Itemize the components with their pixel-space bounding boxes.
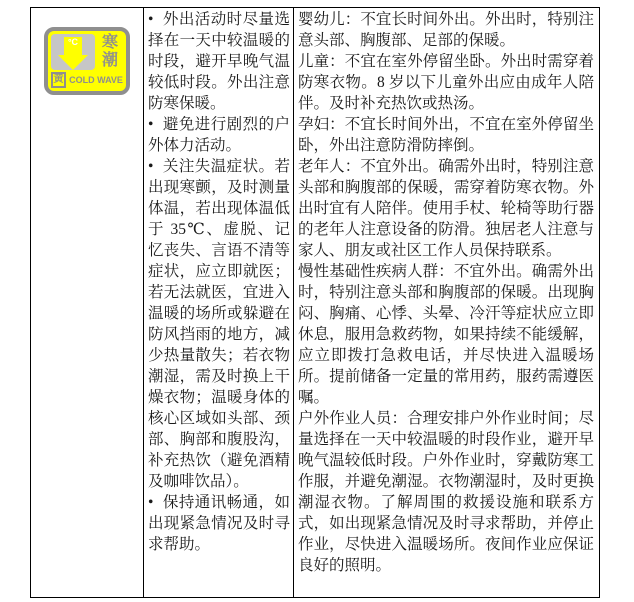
group-advice-cell [294, 8, 599, 597]
group-advice-text: 不宜外出。确需外出时，特别注意头部和胸腹部的保暖。出现胸闷、胸痛、心悸、头晕、冷汗等症状应立即休息，服用急救药物，如果持续不能缓解，应立即拨打急救电话，并尽快进入温暖场所。提前储备一定量的常用药，服药需遵医嘱。 [298, 263, 594, 406]
group-label: 儿童： [298, 53, 345, 70]
warning-icon-cell [31, 8, 144, 597]
bullet-marker: • [148, 116, 154, 133]
general-advice-bullet [148, 114, 290, 156]
cold-wave-english-label: COLD WAVE [69, 75, 123, 85]
group-advice-text: 合理安排户外作业时间；尽量选择在一天中较温暖的时段作业，避开早晚气温较低时段。户外作业时，穿戴防寒工作服，并避免潮湿。衣物潮湿时，及时更换潮湿衣物。了解周围的救援设施和联系方式，如出现紧急情况及时寻求帮助，并停止作业，尽快进入温暖场所。夜间作业应保证良好的照明。 [298, 410, 594, 574]
cold-wave-advice-table-row [30, 7, 600, 598]
general-advice-text: 关注失温症状。若出现寒颤，及时测量体温，若出现体温低于 35℃、虚脱、记忆丧失、言语不清等症状，应立即就医；若无法就医，宜进入温暖的场所或躲避在防风挡雨的地方，减少热量散失；若衣物潮湿，需及时换上干燥衣物；温暖身体的核心区域如头部、颈部、胸部和腹股沟，补充热饮（避免酒精及咖啡饮品）。 [148, 158, 290, 490]
cold-wave-characters [97, 34, 123, 70]
group-advice-text: 不宜长时间外出，不宜在室外停留坐卧，外出注意防滑防摔倒。 [298, 116, 594, 154]
bullet-marker: • [148, 11, 154, 28]
group-label: 慢性基础性疾病人群： [298, 263, 454, 280]
bullet-marker: • [148, 494, 154, 511]
group-advice-chronic-disease [298, 261, 594, 408]
char-han: 寒 [101, 34, 118, 51]
bullet-marker: • [148, 158, 154, 175]
group-advice-infants [298, 9, 594, 51]
group-label: 孕妇： [298, 116, 345, 133]
general-advice-bullet [148, 9, 290, 114]
cold-wave-yellow-warning-icon [44, 27, 130, 95]
group-advice-text: 不宜长时间外出。外出时，特别注意头部、胸腹部、足部的保暖。 [298, 11, 594, 49]
group-label: 户外作业人员： [298, 410, 408, 427]
group-advice-outdoor-workers [298, 408, 594, 576]
thermometer-panel [51, 34, 95, 70]
group-advice-pregnant [298, 114, 594, 156]
group-advice-text: 不宜在室外停留坐卧。外出时需穿着防寒衣物。8 岁以下儿童外出应由成年人陪伴。及时补充热饮或热汤。 [298, 53, 594, 112]
char-chao: 潮 [101, 52, 118, 69]
group-label: 婴幼儿： [298, 11, 361, 28]
icon-bottom-row [51, 72, 123, 88]
icon-top-row [51, 34, 123, 70]
general-advice-text: 避免进行剧烈的户外体力活动。 [148, 116, 290, 154]
celsius-label: °C [67, 37, 79, 47]
general-advice-text: 保持通讯畅通，如出现紧急情况及时寻求帮助。 [148, 494, 290, 553]
general-advice-bullet [148, 492, 290, 555]
group-advice-children [298, 51, 594, 114]
down-arrow-head-icon [58, 55, 88, 70]
yellow-level-badge: 黄 [51, 72, 66, 88]
group-advice-elderly [298, 156, 594, 261]
general-advice-cell [144, 8, 294, 597]
general-advice-bullet [148, 156, 290, 492]
group-label: 老年人： [298, 158, 361, 175]
general-advice-text: 外出活动时尽量选择在一天中较温暖的时段，避开早晚气温较低时段。外出注意防寒保暖。 [148, 11, 290, 112]
group-advice-text: 不宜外出。确需外出时，特别注意头部和胸腹部的保暖，需穿着防寒衣物。外出时宜有人陪伴。使用手杖、轮椅等助行器的老年人注意设备的防滑。独居老人注意与家人、朋友或社区工作人员保持联系。 [298, 158, 594, 259]
